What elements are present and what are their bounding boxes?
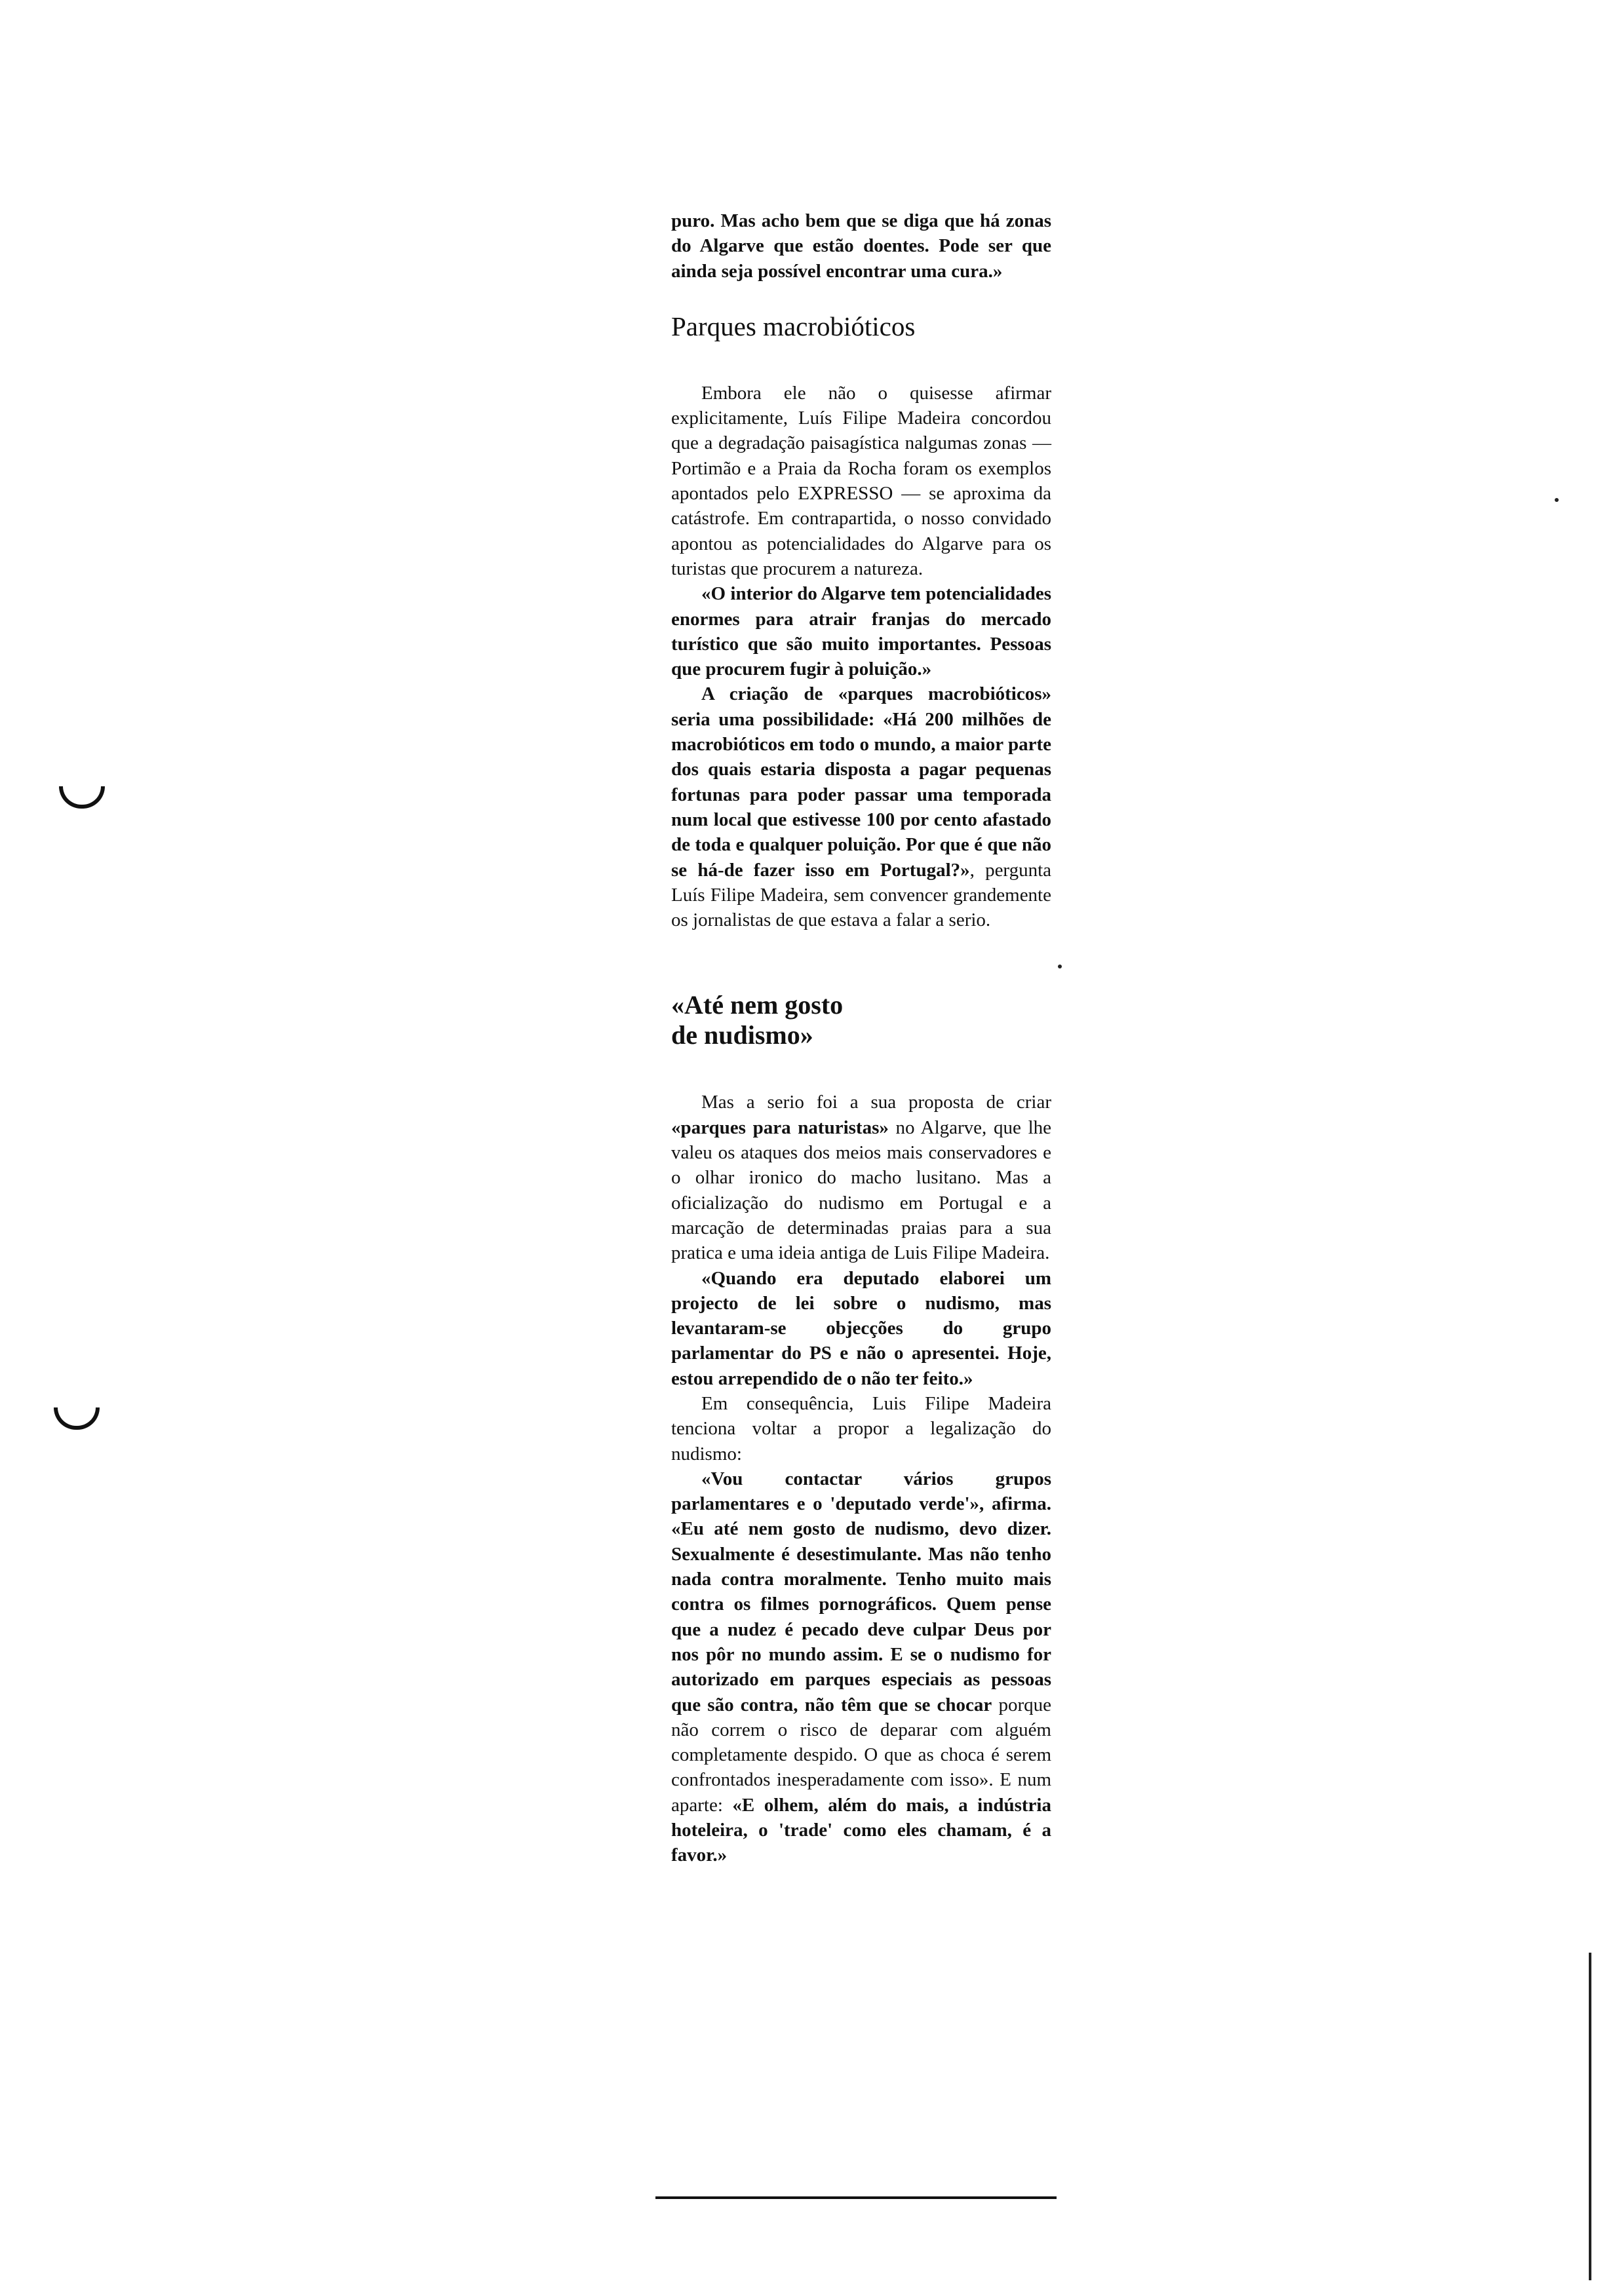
paragraph-degradacao: Embora ele não o quisesse afirmar explicitamente, Luís Filipe Madeira concordou que a degradação paisagística nalgumas zonas — Portimão e a Praia da Rocha foram os exemplos apontados pelo EXPRESSO — se aproxima da catástrofe. Em contrapartida, o nosso convidado apontou as potencialidades do Algarve para os turistas que procurem a natureza. [671, 382, 1051, 579]
tail-text: , pergunta Luís Filipe Madeira, sem convencer grandemente os jornalistas de que estava a falar a serio. [671, 859, 1051, 931]
speck [1058, 965, 1062, 968]
heading-parques-macrobioticos: Parques macrobióticos [671, 311, 916, 341]
lead-text: Mas a serio foi a sua proposta de criar [701, 1092, 1051, 1113]
end-rule [655, 2196, 1057, 2199]
paragraph-parques-macrobioticos [671, 681, 1051, 932]
paragraph-interior-algarve: «O interior do Algarve tem potencialidades enormes para atrair franjas do mercado turístico que são muito importantes. Pessoas que procurem fugir à poluição.» [671, 583, 1051, 680]
article-column [671, 208, 1051, 1868]
heading-nudismo-line-1: «Até nem gosto [671, 990, 844, 1020]
paragraph-consequencia: Em consequência, Luis Filipe Madeira tenciona voltar a propor a legalização do nudismo: [671, 1392, 1051, 1464]
heading-nudismo [671, 990, 1051, 1050]
quote-text: «Vou contactar vários grupos parlamentares e o 'deputado verde'», afirma. «Eu até nem gosto de nudismo, devo dizer. Sexualmente é desestimulante. Mas não tenho nada contra moralmente. Tenho muito mais contra os filmes pornográficos. Quem pense que a nudez é pecado deve culpar Deus por nos pôr no mundo assim. E se o nudismo for autorizado em parques especiais as pessoas que são contra, não têm que se chocar [671, 1468, 1051, 1715]
binder-hole-mark [59, 786, 105, 809]
quote-text: «Há 200 milhões de macrobióticos em todo o mundo, a maior parte dos quais estaria disposta a pagar pequenas fortunas para poder passar uma temporada num local que estivesse 100 por cento afastado de toda e qualquer poluição. Por que é que não se há-de fazer isso em Portugal?» [671, 708, 1051, 881]
heading-nudismo-line-2: de nudismo» [671, 1020, 813, 1050]
page-edge-line [1589, 1953, 1591, 2280]
paragraph-proposta-naturistas [671, 1090, 1051, 1265]
tail-text: no Algarve, que lhe valeu os ataques dos meios mais conservadores e o olhar ironico do macho lusitano. Mas a oficialização do nudismo em Portugal e a marcação de determinadas praias para a sua pratica e uma ideia antiga de Luis Filipe Madeira. [671, 1117, 1051, 1264]
lead-text: A criação de «parques macrobióticos» seria uma possibilidade: [671, 683, 1051, 730]
binder-hole-mark [54, 1407, 100, 1430]
end-quote-text: «E olhem, além do mais, a indústria hoteleira, o 'trade' como eles chamam, é a favor.» [671, 1794, 1051, 1866]
paragraph-vou-contactar [671, 1466, 1051, 1868]
speck [1555, 498, 1559, 502]
paragraph-deputado: «Quando era deputado elaborei um projecto de lei sobre o nudismo, mas levantaram-se objecções do grupo parlamentar do PS e não o apresentei. Hoje, estou arrependido de o não ter feito.» [671, 1267, 1051, 1389]
quote-text: «parques para naturistas» [671, 1117, 889, 1138]
intro-paragraph: puro. Mas acho bem que se diga que há zonas do Algarve que estão doentes. Pode ser que ainda seja possível encontrar uma cura.» [671, 210, 1051, 282]
mid-text: porque não correm o risco de deparar com alguém completamente despido. O que as choca é serem confrontados inesperadamente com isso». E num aparte: [671, 1694, 1051, 1816]
